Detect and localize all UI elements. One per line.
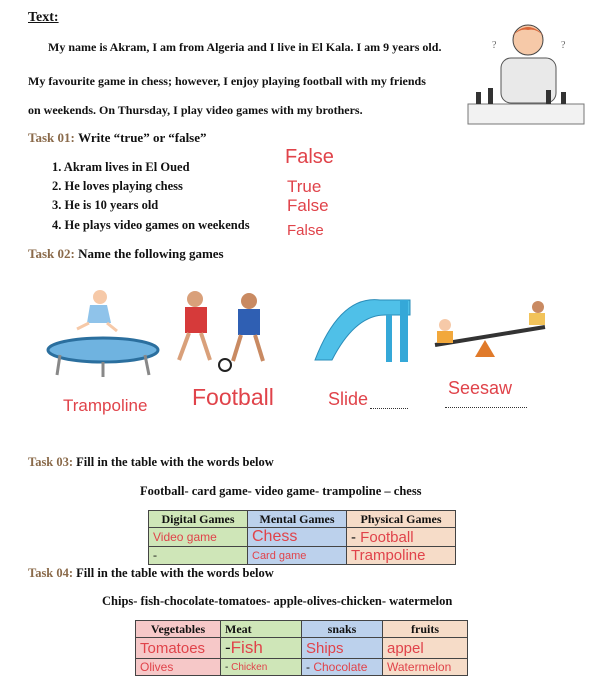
task4-cell-text: Chocolate (313, 660, 368, 674)
task4-cell (221, 638, 302, 659)
task4-header-snaks: snaks (302, 621, 383, 638)
task4-cell: Tomatoes (136, 638, 221, 659)
seesaw-picture (425, 295, 565, 365)
task3-cell (149, 547, 248, 565)
task1-answer-3: False (287, 196, 329, 215)
task1-item-4: 4. He plays video games on weekends (52, 218, 250, 232)
task3-label: Task 03: (28, 455, 74, 469)
text-heading: Text: (28, 10, 59, 25)
task1-answer-1: False (285, 146, 334, 168)
task2-answer-slide: Slide (328, 389, 369, 409)
dotted-line (370, 408, 408, 409)
task4-header-vegetables: Vegetables (136, 621, 221, 638)
task4-header-meat: Meat (221, 621, 302, 638)
task3-cell: Card game (248, 547, 347, 565)
dash: - (225, 661, 229, 673)
task3-header-mental: Mental Games (248, 511, 347, 528)
svg-text:?: ? (492, 40, 497, 51)
task4-cell: Ships (302, 638, 383, 659)
dash: - (306, 660, 310, 674)
task3-table (148, 510, 456, 565)
task3-cell: Chess (248, 528, 347, 547)
svg-text:?: ? (561, 40, 566, 51)
task1-item-1: 1. Akram lives in El Oued (52, 160, 190, 174)
task4-cell (302, 659, 383, 676)
task1-item-2: 2. He loves playing chess (52, 179, 183, 193)
task4-cell (221, 659, 302, 676)
task4-table (135, 620, 468, 676)
paragraph-line-2: My favourite game in chess; however, I enjoy playing football with my friends (28, 74, 426, 88)
task1-instruction: Write “true” or “false” (78, 130, 207, 145)
football-picture (165, 285, 285, 380)
task4-cell: Olives (136, 659, 221, 676)
task4-title (28, 566, 274, 581)
task2-title (28, 246, 224, 262)
paragraph-line-3: on weekends. On Thursday, I play video games with my brothers. (28, 103, 363, 117)
task2-answer-football: Football (192, 384, 274, 410)
task4-words: Chips- fish-chocolate-tomatoes- apple-olives-chicken- watermelon (102, 594, 453, 608)
paragraph-line-1: My name is Akram, I am from Algeria and I live in El Kala. I am 9 years old. (48, 40, 442, 54)
task1-answer-2: True (287, 177, 322, 196)
task2-label: Task 02: (28, 246, 75, 261)
task1-label: Task 01: (28, 130, 75, 145)
dotted-line (445, 407, 527, 408)
dash: - (225, 638, 231, 657)
slide-picture (310, 285, 420, 365)
trampoline-picture (45, 285, 165, 380)
task1-item-3: 3. He is 10 years old (52, 198, 159, 212)
task3-cell: Video game (149, 528, 248, 547)
task3-header-physical: Physical Games (347, 511, 456, 528)
task1-title (28, 130, 207, 146)
task3-words: Football- card game- video game- trampoline – chess (140, 484, 422, 498)
task3-title (28, 455, 274, 470)
task3-cell (347, 528, 456, 547)
task3-cell: Trampoline (347, 547, 456, 565)
dash: - (153, 548, 157, 562)
dash: - (351, 528, 356, 546)
task1-answer-4: False (287, 222, 324, 239)
task3-header-digital: Digital Games (149, 511, 248, 528)
task4-cell-text: Fish (230, 638, 263, 657)
task2-answer-seesaw: Seesaw (448, 378, 513, 398)
task4-cell: Watermelon (383, 659, 468, 676)
boy-chess-illustration (466, 18, 586, 128)
task3-cell-text: Football (360, 528, 414, 546)
task4-instruction: Fill in the table with the words below (76, 566, 274, 580)
task4-cell: appel (383, 638, 468, 659)
task4-header-fruits: fruits (383, 621, 468, 638)
task2-answer-trampoline: Trampoline (63, 396, 148, 415)
task4-cell-text: Chicken (231, 661, 268, 673)
task2-instruction: Name the following games (78, 246, 224, 261)
task4-label: Task 04: (28, 566, 74, 580)
task3-instruction: Fill in the table with the words below (76, 455, 274, 469)
